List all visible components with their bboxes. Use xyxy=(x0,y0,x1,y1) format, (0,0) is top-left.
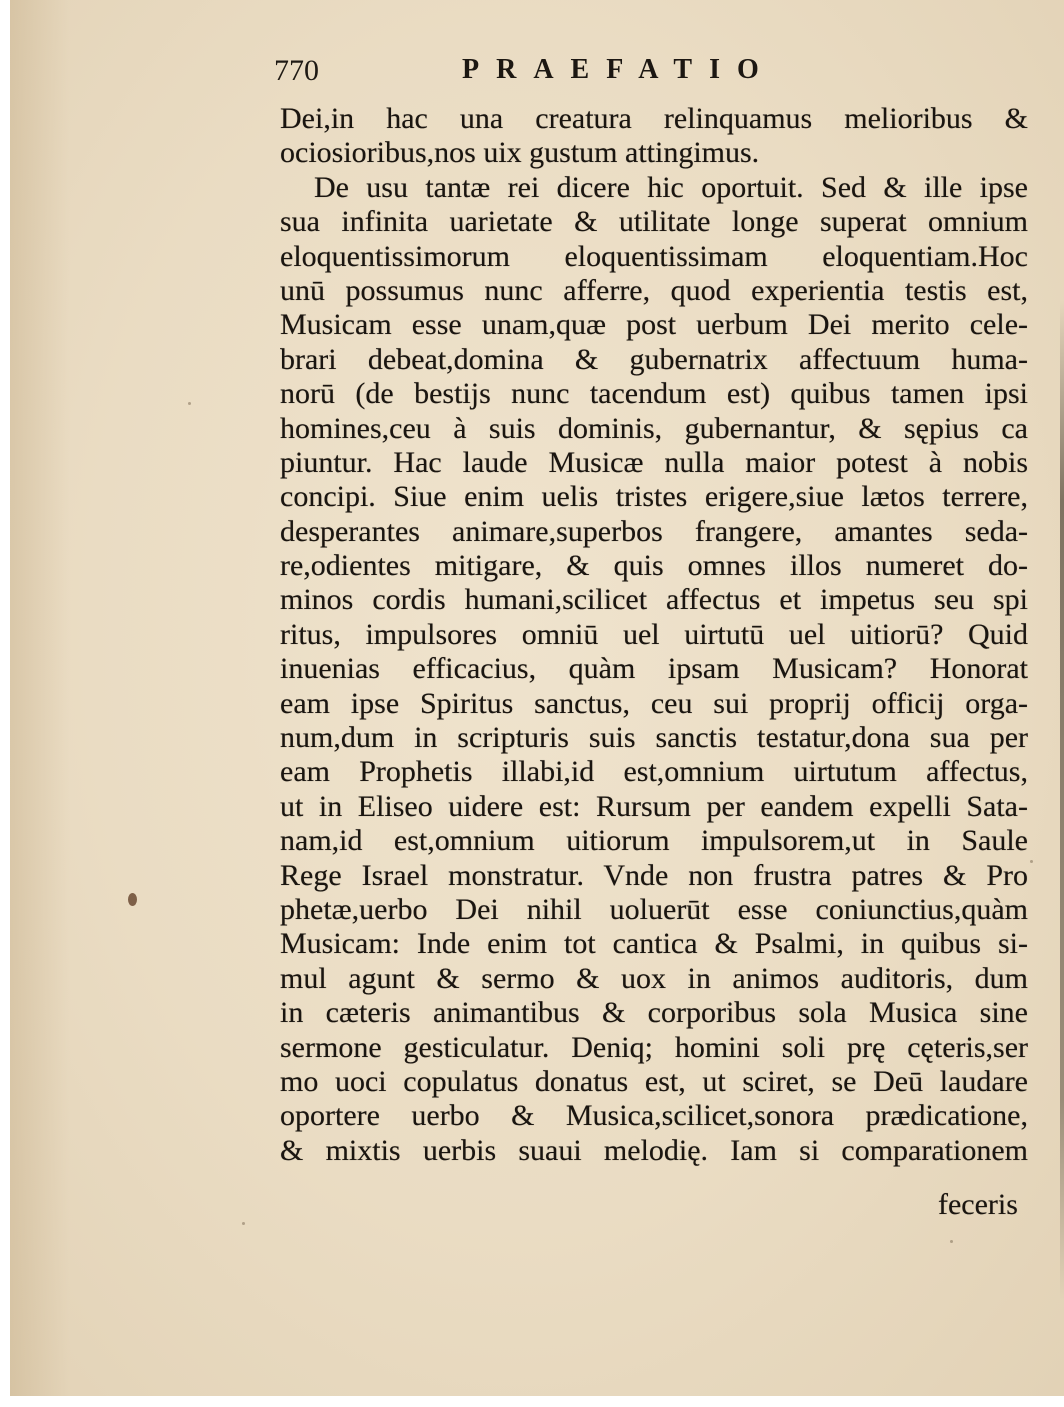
text-line: Rege Israel monstratur. Vnde non frustra patres & Pro xyxy=(280,858,1028,892)
page-number: 770 xyxy=(274,54,319,87)
text-line: Musicam: Inde enim tot cantica & Psalmi, in quibus si- xyxy=(280,927,1028,961)
header-title: PRAEFATIO xyxy=(462,54,776,85)
text-line: desperantes animare,superbos frangere, amantes seda- xyxy=(280,514,1028,548)
text-line: eam ipse Spiritus sanctus, ceu sui proprij officij orga- xyxy=(280,686,1028,720)
text-line: homines,ceu à suis dominis, gubernantur, & sępius ca xyxy=(280,411,1028,445)
text-line: De usu tantæ rei dicere hic oportuit. Sed & ille ipse xyxy=(314,170,1028,204)
text-line: norū (de bestijs nunc tacendum est) quibus tamen ipsi xyxy=(280,377,1028,411)
running-head xyxy=(272,52,992,92)
text-line: phetæ,uerbo Dei nihil uoluerūt esse coniunctius,quàm xyxy=(280,892,1028,926)
text-line: ociosioribus,nos uix gustum attingimus. xyxy=(280,136,760,170)
text-line: & mixtis uerbis suaui melodię. Iam si comparationem xyxy=(280,1133,1028,1167)
paper-speck xyxy=(950,1240,953,1243)
text-line: sermone gesticulatur. Deniq; homini soli prę cęteris,ser xyxy=(280,1030,1028,1064)
paper-speck xyxy=(188,402,191,405)
text-line: piuntur. Hac laude Musicæ nulla maior potest à nobis xyxy=(280,445,1028,479)
paper-speck xyxy=(1030,860,1033,863)
text-line: sua infinita uarietate & utilitate longe superat omnium xyxy=(280,205,1028,239)
catchword: feceris xyxy=(938,1188,1018,1221)
text-line: ritus, impulsores omniū uel uirtutū uel uitiorū? Quid xyxy=(280,617,1028,651)
page-edge-shadow xyxy=(1060,300,1064,1300)
text-line: mul agunt & sermo & uox in animos auditoris, dum xyxy=(280,961,1028,995)
text-line: nam,id est,omnium uitiorum impulsorem,ut in Saule xyxy=(280,824,1028,858)
text-line: inuenias efficacius, quàm ipsam Musicam? Honorat xyxy=(280,652,1028,686)
text-line: unū possumus nunc afferre, quod experientia testis est, xyxy=(280,273,1028,307)
text-line: minos cordis humani,scilicet affectus et impetus seu spi xyxy=(280,583,1028,617)
text-line: Musicam esse unam,quæ post uerbum Dei merito cele- xyxy=(280,308,1028,342)
body-text xyxy=(280,102,1028,1168)
text-line: in cæteris animantibus & corporibus sola Musica sine xyxy=(280,996,1028,1030)
book-page xyxy=(10,0,1064,1396)
text-line: num,dum in scripturis suis sanctis testatur,dona sua per xyxy=(280,721,1028,755)
text-line: ut in Eliseo uidere est: Rursum per eandem expelli Sata- xyxy=(280,789,1028,823)
text-line: concipi. Siue enim uelis tristes erigere,siue lætos terrere, xyxy=(280,480,1028,514)
text-line: oportere uerbo & Musica,scilicet,sonora prædicatione, xyxy=(280,1099,1028,1133)
text-line: eloquentissimorum eloquentissimam eloquentiam.Hoc xyxy=(280,239,1028,273)
text-line: eam Prophetis illabi,id est,omnium uirtutum affectus, xyxy=(280,755,1028,789)
paper-speck xyxy=(242,1222,245,1225)
text-line: brari debeat,domina & gubernatrix affectuum huma- xyxy=(280,342,1028,376)
text-line: Dei,in hac una creatura relinquamus melioribus & xyxy=(280,102,1028,135)
ink-spot xyxy=(128,893,137,906)
text-line: mo uoci copulatus donatus est, ut sciret, se Deū laudare xyxy=(280,1064,1028,1098)
text-line: re,odientes mitigare, & quis omnes illos numeret do- xyxy=(280,549,1028,583)
